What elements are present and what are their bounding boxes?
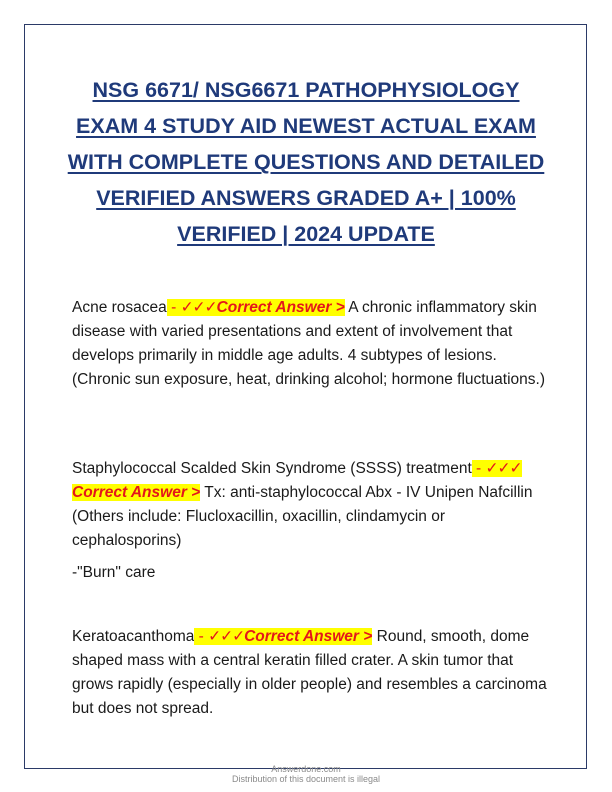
qa-entry — [72, 625, 548, 721]
entry-dash: - — [471, 460, 486, 477]
answer-highlight — [194, 628, 372, 645]
qa-entry — [72, 457, 548, 553]
entry-term: Staphylococcal Scalded Skin Syndrome (SSSS) treatment — [72, 460, 472, 477]
checkmarks-icon: ✓✓✓ — [485, 460, 522, 477]
entry-answer: Round, smooth, dome shaped mass with a central keratin filled crater. A skin tumor that grows rapidly (especially in older people) and resembles a carcinoma but does not spread. — [72, 628, 547, 717]
entry-term: Acne rosacea — [72, 299, 167, 316]
watermark-notice: Distribution of this document is illegal — [231, 774, 381, 784]
correct-answer-label: Correct Answer > — [72, 484, 201, 501]
correct-answer-label: Correct Answer > — [216, 299, 345, 316]
qa-entry — [72, 296, 548, 392]
entry-answer: A chronic inflammatory skin disease with varied presentations and extent of involvement that develops primarily in middle age adults. 4 subtypes of lesions. (Chronic sun exposure, heat, drinking alcohol; hormone fluctuations.) — [72, 299, 546, 388]
entry-dash: - — [194, 628, 209, 645]
document-title: NSG 6671/ NSG6671 PATHOPHYSIOLOGY EXAM 4 STUDY AID NEWEST ACTUAL EXAM WITH COMPLETE QUESTIONS AND DETAILED VERIFIED ANSWERS GRADED A+ | 100% VERIFIED | 2024 UPDATE — [67, 78, 545, 246]
entry-dash: - — [166, 299, 181, 316]
entry-answer: Tx: anti-staphylococcal Abx - IV Unipen Nafcillin (Others include: Flucloxacillin, oxacillin, clindamycin or cephalosporins) — [72, 484, 533, 549]
checkmarks-icon: ✓✓✓ — [180, 299, 217, 316]
entry-extra-note: -"Burn" care — [72, 564, 156, 581]
entry-term: Keratoacanthoma — [72, 628, 195, 645]
watermark-site: Answerdone.com — [271, 764, 341, 774]
answer-highlight — [167, 299, 345, 316]
correct-answer-label: Correct Answer > — [244, 628, 373, 645]
checkmarks-icon: ✓✓✓ — [208, 628, 245, 645]
